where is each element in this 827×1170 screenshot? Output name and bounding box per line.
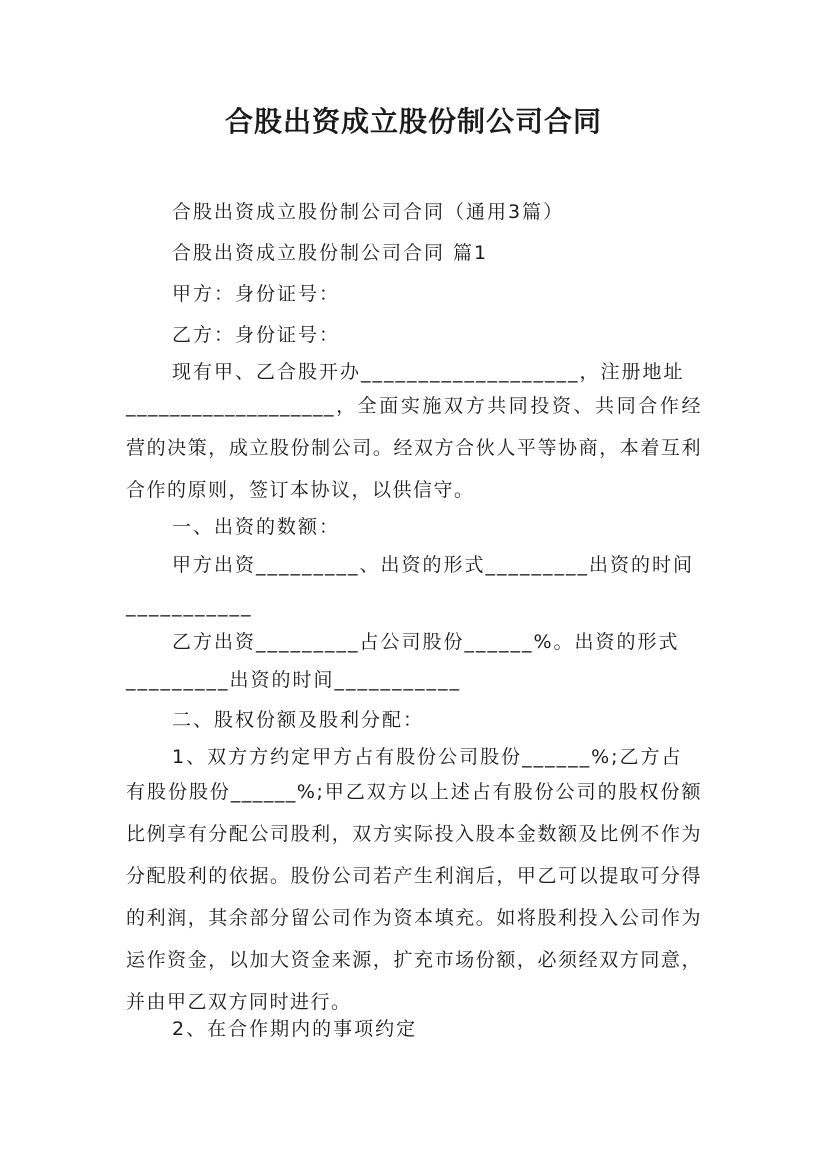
document-title: 合股出资成立股份制公司合同 — [224, 105, 602, 138]
section-heading: 合股出资成立股份制公司合同 篇1 — [172, 242, 489, 264]
clause-2-heading: 2、在合作期内的事项约定 — [172, 1018, 418, 1040]
party-b-capital-line-cont: _________出资的时间___________ — [126, 669, 462, 691]
party-a-capital-line: 甲方出资_________、出资的形式_________出资的时间 — [172, 554, 695, 576]
document-subtitle: 合股出资成立股份制公司合同（通用3篇） — [172, 201, 565, 223]
heading-capital-amount: 一、出资的数额： — [172, 516, 341, 538]
clause-1-paragraph: 有股份股份______%;甲乙双方以上述占有股份公司的股权份额比例享有分配公司股利，双方实际投入股本金数额及比例不作为分配股利的依据。股份公司若产生利润后，甲乙可以提取可分得的利润，其余部分留公司作为资本填充。如将股利投入公司作为运作资金，以加大资金来源，扩充市场份额，必须经双方同意，并由甲乙双方同时进行。 — [126, 781, 702, 1013]
clause-1-first-line: 1、双方方约定甲方占有股份公司股份______%;乙方占 — [172, 746, 683, 768]
party-a-capital-line-cont: ___________ — [126, 595, 253, 617]
intro-first-line: 现有甲、乙合股开办___________________，注册地址 — [172, 361, 685, 383]
heading-equity-distribution: 二、股权份额及股利分配： — [172, 709, 425, 731]
party-a-line: 甲方：身份证号： — [172, 283, 341, 305]
party-b-line: 乙方：身份证号： — [172, 324, 341, 346]
party-b-capital-line: 乙方出资_________占公司股份______%。出资的形式 — [172, 631, 680, 653]
intro-paragraph: ___________________，全面实施双方共同投资、共同合作经营的决策，成立股份制公司。经双方合伙人平等协商，本着互利合作的原则，签订本协议，以供信守。 — [126, 395, 702, 501]
